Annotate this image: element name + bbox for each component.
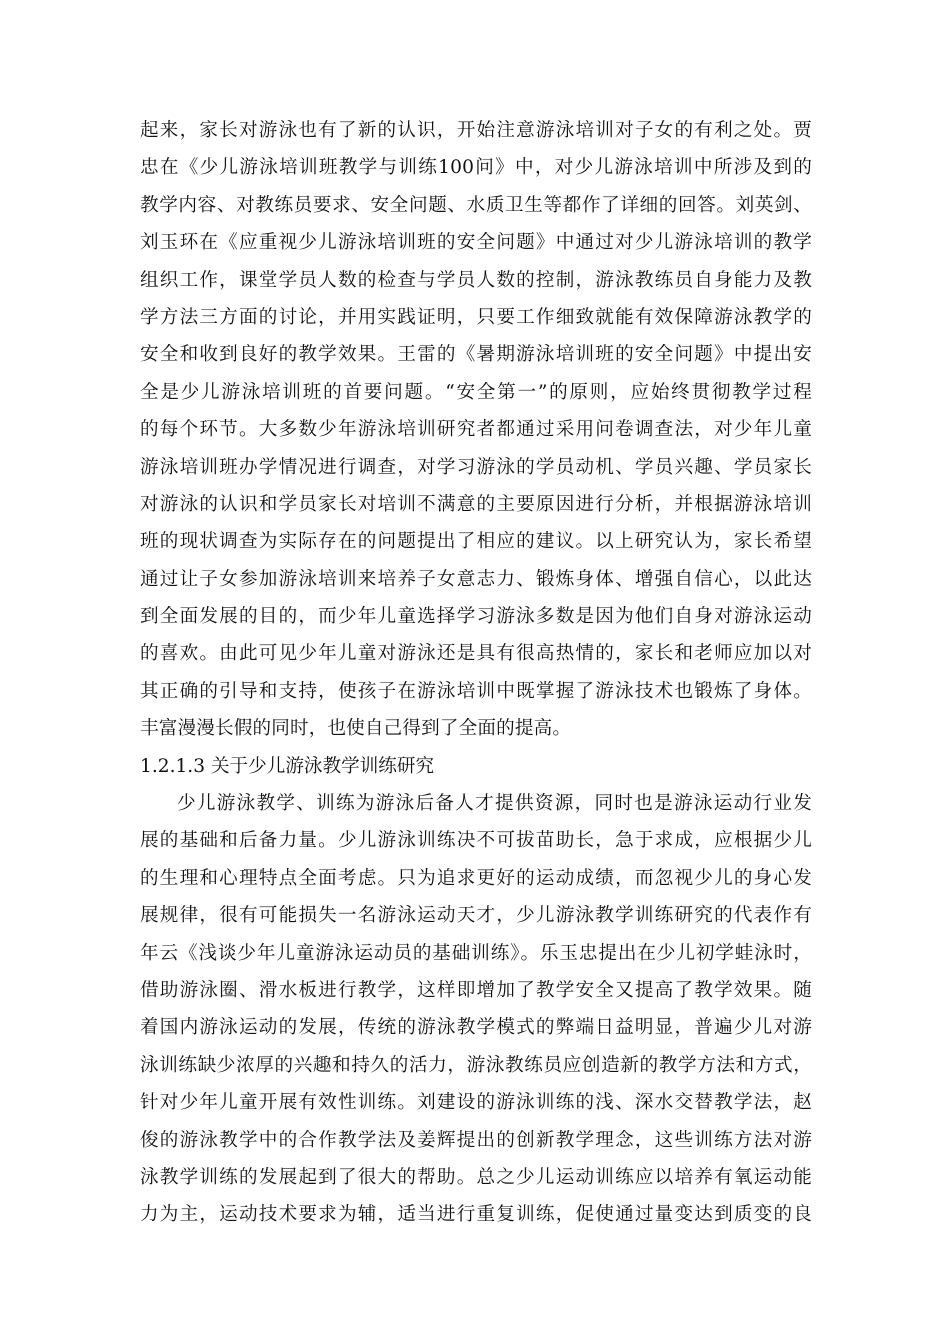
section-heading: 1.2.1.3 关于少儿游泳教学训练研究 <box>140 755 435 777</box>
text-line: 组织工作，课堂学员人数的检查与学员人数的控制，游泳教练员自身能力及教 <box>140 269 812 291</box>
text-line: 到全面发展的目的，而少年儿童选择学习游泳多数是因为他们自身对游泳运动 <box>140 606 812 628</box>
text-line: 的喜欢。由此可见少年儿童对游泳还是具有很高热情的，家长和老师应加以对 <box>140 643 812 665</box>
text-line: 起来，家长对游泳也有了新的认识，开始注意游泳培训对子女的有利之处。贾 <box>140 120 812 141</box>
text-line: 教学内容、对教练员要求、安全问题、水质卫生等都作了详细的回答。刘英剑、 <box>140 194 812 216</box>
text-line: 展的基础和后备力量。少儿游泳训练决不可拔苗助长，急于求成，应根据少儿 <box>140 830 812 852</box>
text-line: 忠在《少儿游泳培训班教学与训练100问》中，对少儿游泳培训中所涉及到的 <box>140 157 812 179</box>
paragraph-1 <box>140 112 812 748</box>
text-line: 展规律，很有可能损失一名游泳运动天才，少儿游泳教学训练研究的代表作有 <box>140 905 812 927</box>
text-line: 刘玉环在《应重视少儿游泳培训班的安全问题》中通过对少儿游泳培训的教学 <box>140 232 812 254</box>
text-line: 通过让子女参加游泳培训来培养子女意志力、锻炼身体、增强自信心，以此达 <box>140 568 812 590</box>
text-line: 对游泳的认识和学员家长对培训不满意的主要原因进行分析，并根据游泳培训 <box>140 493 812 515</box>
text-line: 丰富漫漫长假的同时，也使自己得到了全面的提高。 <box>140 718 572 740</box>
text-line: 学方法三方面的讨论，并用实践证明，只要工作细致就能有效保障游泳教学的 <box>140 306 812 328</box>
text-line: 力为主，运动技术要求为辅，适当进行重复训练，促使通过量变达到质变的良 <box>140 1204 812 1226</box>
text-line: 泳教学训练的发展起到了很大的帮助。总之少儿运动训练应以培养有氧运动能 <box>140 1166 812 1188</box>
text-line: 的生理和心理特点全面考虑。只为追求更好的运动成绩，而忽视少儿的身心发 <box>140 867 812 889</box>
text-line: 借助游泳圈、滑水板进行教学，这样即增加了教学安全又提高了教学效果。随 <box>140 979 812 1001</box>
text-line: 俊的游泳教学中的合作教学法及姜辉提出的创新教学理念，这些训练方法对游 <box>140 1129 812 1151</box>
text-line: 全是少儿游泳培训班的首要问题。“安全第一”的原则，应始终贯彻教学过程 <box>140 381 812 403</box>
text-line: 安全和收到良好的教学效果。王雷的《暑期游泳培训班的安全问题》中提出安 <box>140 344 812 366</box>
text-line: 班的现状调查为实际存在的问题提出了相应的建议。以上研究认为，家长希望 <box>140 531 812 553</box>
text-line: 的每个环节。大多数少年游泳培训研究者都通过采用问卷调查法，对少年儿童 <box>140 419 812 441</box>
text-line: 游泳培训班办学情况进行调查，对学习游泳的学员动机、学员兴趣、学员家长 <box>140 456 812 478</box>
text-line: 针对少年儿童开展有效性训练。刘建设的游泳训练的浅、深水交替教学法，赵 <box>140 1092 812 1114</box>
document-page <box>140 112 812 1234</box>
text-line: 着国内游泳运动的发展，传统的游泳教学模式的弊端日益明显，普遍少儿对游 <box>140 1017 812 1039</box>
text-line: 泳训练缺少浓厚的兴趣和持久的活力，游泳教练员应创造新的教学方法和方式， <box>140 1054 812 1076</box>
text-line: 年云《浅谈少年儿童游泳运动员的基础训练》。乐玉忠提出在少儿初学蛙泳时， <box>140 942 812 964</box>
text-line: 少儿游泳教学、训练为游泳后备人才提供资源，同时也是游泳运动行业发 <box>177 793 812 815</box>
text-line: 其正确的引导和支持，使孩子在游泳培训中既掌握了游泳技术也锻炼了身体。 <box>140 680 812 702</box>
paragraph-2 <box>140 785 812 1234</box>
